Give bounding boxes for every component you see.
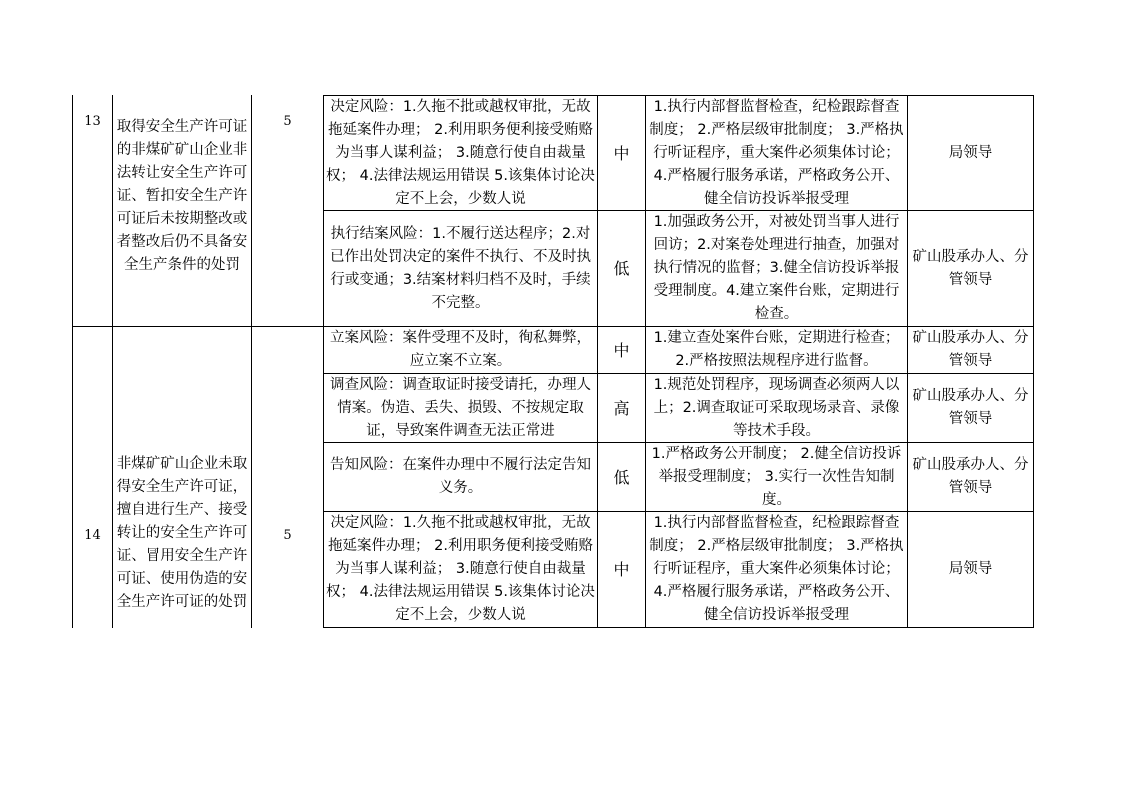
responsible-party: 矿山股承办人、分管领导 [912, 388, 1029, 427]
row-number: 13 [84, 113, 101, 129]
points-value: 5 [283, 527, 292, 543]
risk-description: 调查风险：调查取证时接受请托，办理人情案。伪造、丢失、损毁、不按规定取证，导致案件调查无法正常进 [330, 376, 591, 439]
item-name: 取得安全生产许可证的非煤矿矿山企业非法转让安全生产许可证、暂扣安全生产许可证后未按期整改或者整改后仍不具备安全生产条件的处罚 [116, 118, 248, 273]
risk-level: 中 [613, 560, 630, 579]
risk-level: 中 [613, 340, 630, 360]
responsible-party: 矿山股承办人、分管领导 [912, 330, 1029, 369]
risk-description: 决定风险：1.久拖不批或越权审批，无故拖延案件办理； 2.利用职务便利接受贿赂为当事人谋利益； 3.随意行使自由裁量权； 4.法律法规运用错误 5.该集体讨论决定不上会，少数人说 [326, 515, 595, 623]
control-measures: 1.加强政务公开，对被处罚当事人进行回访；2.对案卷处理进行抽查，加强对执行情况的监督；3.健全信访投诉举报受理制度。4.建立案件台账，定期进行检查。 [653, 214, 900, 322]
risk-description: 立案风险：案件受理不及时，徇私舞弊，应立案不立案。 [330, 330, 591, 369]
grid-line [323, 627, 1034, 628]
points-value: 5 [283, 113, 292, 129]
responsible-party: 矿山股承办人、分管领导 [912, 457, 1029, 496]
risk-level: 中 [613, 143, 630, 163]
risk-description: 执行结案风险：1.不履行送达程序；2.对已作出处罚决定的案件不执行、不及时执行或变通；3.结案材料归档不及时，手续不完整。 [330, 225, 591, 311]
control-measures: 1.执行内部督监督检查，纪检跟踪督查制度； 2.严格层级审批制度； 3.严格执行听证程序，重大案件必须集体讨论； 4.严格履行服务承诺，严格政务公开、健全信访投诉举报受理 [649, 515, 904, 623]
control-measures: 1.建立查处案件台账，定期进行检查；2.严格按照法规程序进行监督。 [653, 330, 900, 369]
responsible-party: 矿山股承办人、分管领导 [912, 248, 1029, 288]
responsible-party: 局领导 [948, 144, 993, 161]
item-name: 非煤矿矿山企业未取得安全生产许可证，擅自进行生产、接受转让的安全生产许可证、冒用安全生产许可证、使用伪造的安全生产许可证的处罚 [116, 455, 248, 610]
control-measures: 1.规范处罚程序，现场调查必须两人以上；2.调查取证可采取现场录音、录像等技术手段。 [653, 376, 900, 439]
risk-description: 告知风险：在案件办理中不履行法定告知义务。 [330, 457, 591, 496]
row-number: 14 [84, 527, 101, 543]
risk-level: 低 [613, 259, 630, 278]
risk-level: 低 [613, 467, 630, 487]
risk-description: 决定风险：1.久拖不批或越权审批，无故拖延案件办理； 2.利用职务便利接受贿赂为当事人谋利益； 3.随意行使自由裁量权； 4.法律法规运用错误 5.该集体讨论决定不上会，少数人说 [326, 98, 595, 207]
grid-line [1033, 95, 1034, 628]
control-measures: 1.执行内部督监督检查，纪检跟踪督查制度； 2.严格层级审批制度； 3.严格执行听证程序，重大案件必须集体讨论； 4.严格履行服务承诺，严格政务公开、健全信访投诉举报受理 [649, 98, 904, 207]
risk-level: 高 [613, 398, 630, 418]
control-measures: 1.严格政务公开制度； 2.健全信访投诉举报受理制度； 3.实行一次性告知制度。 [651, 445, 902, 508]
responsible-party: 局领导 [948, 561, 993, 577]
